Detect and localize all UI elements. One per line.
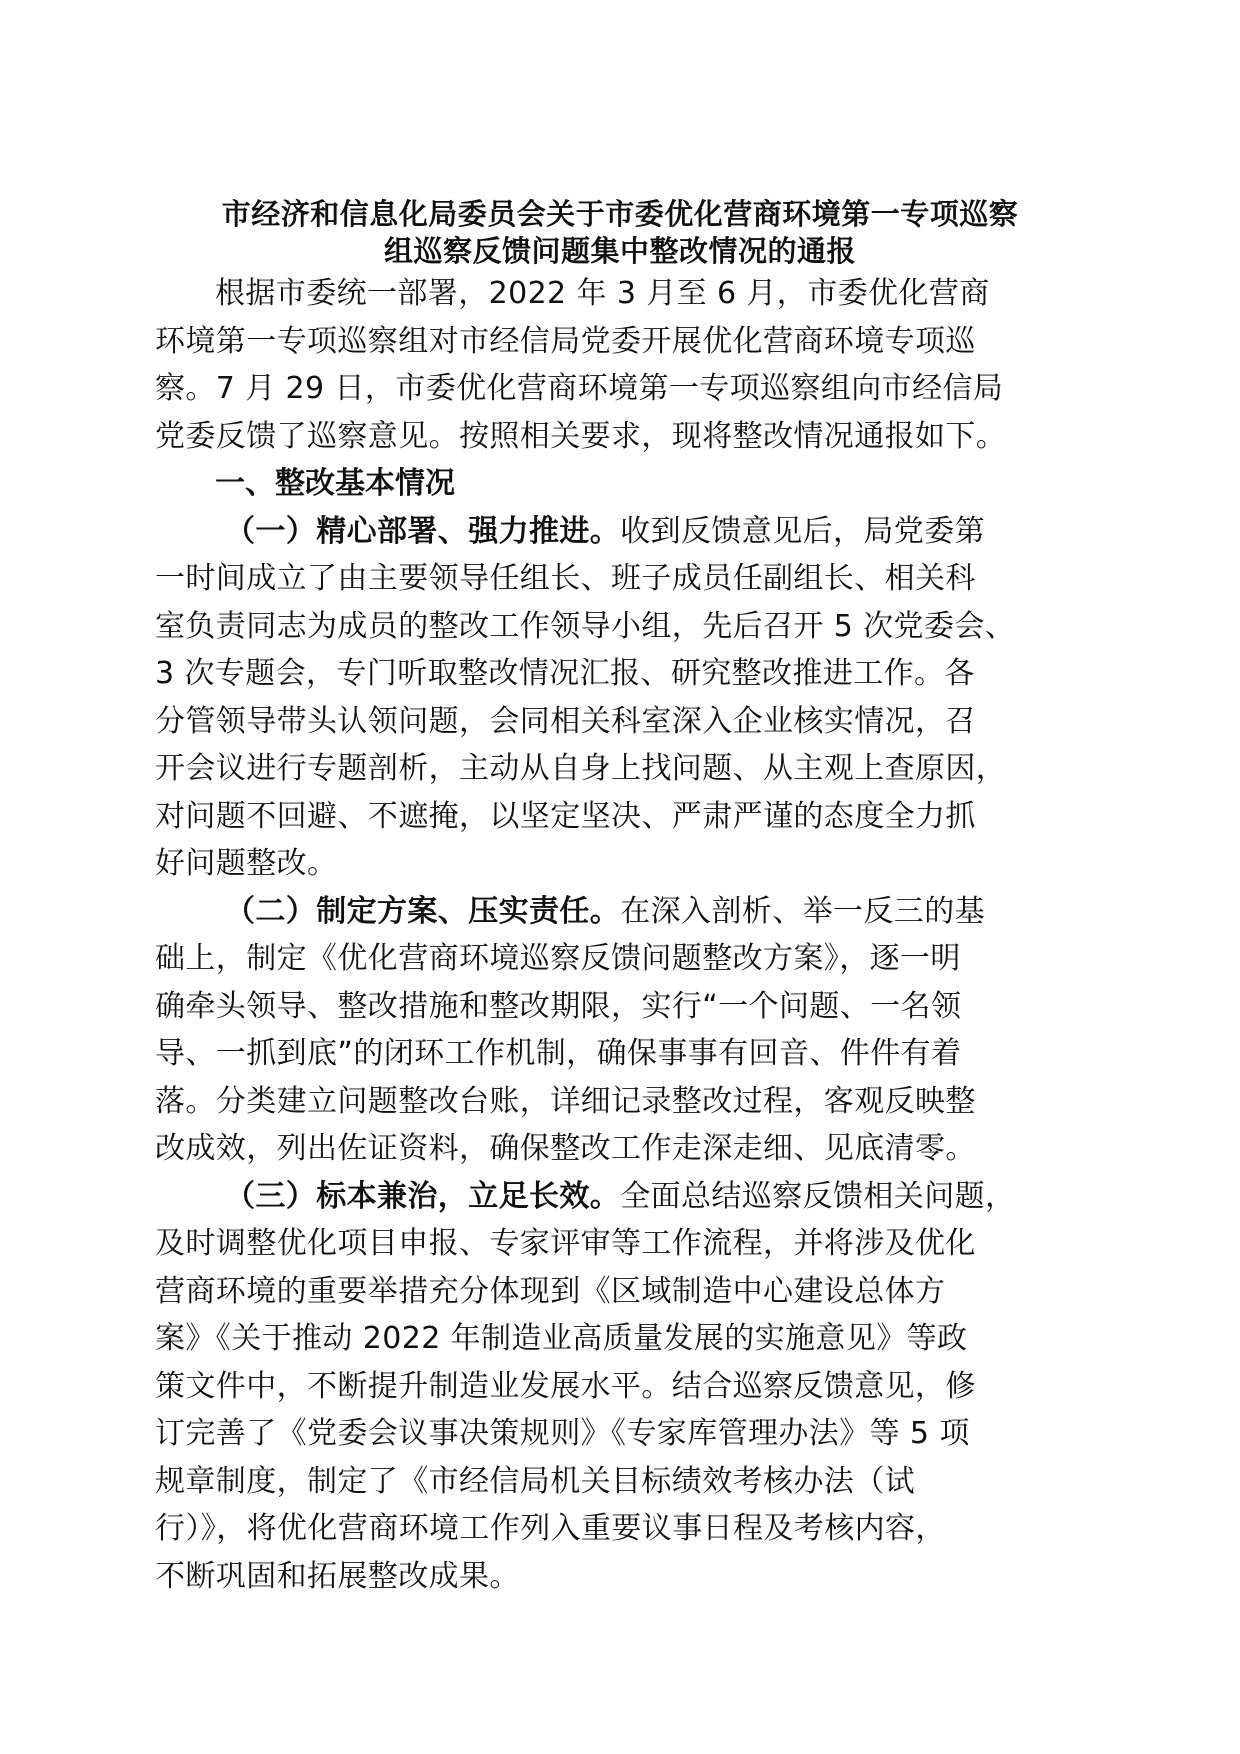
subsection-2-first-line	[155, 888, 1085, 936]
subsection-2	[155, 888, 1085, 1173]
subsection-1-line: 3 次专题会，专门听取整改情况汇报、研究整改推进工作。各	[155, 656, 975, 691]
subsection-1-line: 一时间成立了由主要领导任组长、班子成员任副组长、相关科	[155, 561, 976, 596]
subsection-3-line: 案》《关于推动 2022 年制造业高质量发展的实施意见》等政	[155, 1321, 968, 1356]
intro-paragraph	[155, 270, 1085, 460]
intro-line-1: 根据市委统一部署，2022 年 3 月至 6 月，市委优化营商	[215, 276, 990, 311]
document-title	[155, 196, 1085, 270]
subsection-1-line: 开会议进行专题剖析，主动从自身上找问题、从主观上查原因，	[155, 751, 1007, 786]
subsection-3-line: 不断巩固和拓展整改成果。	[155, 1558, 520, 1594]
title-line-2: 组巡察反馈问题集中整改情况的通报	[383, 234, 856, 268]
subsection-3-line: 及时调整优化项目申报、专家评审等工作流程，并将涉及优化	[155, 1226, 976, 1261]
subsection-1-line: 对问题不回避、不遮掩，以坚定坚决、严肃严谨的态度全力抓	[155, 798, 976, 834]
subsection-2-line: 改成效，列出佐证资料，确保整改工作走深走细、见底清零。	[155, 1131, 976, 1166]
subsection-1-first-rest: 收到反馈意见后，局党委第	[620, 513, 986, 549]
subsection-2-line: 确牵头领导、整改措施和整改期限，实行“一个问题、一名领	[155, 988, 962, 1024]
subsection-1	[155, 508, 1085, 888]
intro-line-4: 党委反馈了巡察意见。按照相关要求，现将整改情况通报如下。	[155, 418, 1007, 454]
subsection-2-lead: （二）制定方案、压实责任。	[225, 893, 621, 929]
subsection-1-line: 好问题整改。	[155, 846, 338, 881]
title-line-1: 市经济和信息化局委员会关于市委优化营商环境第一专项巡察	[221, 197, 1019, 231]
subsection-1-line: 分管领导带头认领问题，会同相关科室深入企业核实情况，召	[155, 703, 976, 739]
subsection-2-first-rest: 在深入剖析、举一反三的基	[620, 893, 986, 929]
subsection-3-first-line	[155, 1173, 1085, 1221]
subsection-3-lead: （三）标本兼治，立足长效。	[225, 1178, 621, 1214]
subsection-3-line: 规章制度，制定了《市经信局机关目标绩效考核办法（试	[155, 1463, 915, 1499]
subsection-1-line: 室负责同志为成员的整改工作领导小组，先后召开 5 次党委会、	[155, 608, 1016, 644]
subsection-3-line: 订完善了《党委会议事决策规则》《专家库管理办法》等 5 项	[155, 1416, 970, 1451]
subsection-2-line: 础上，制定《优化营商环境巡察反馈问题整改方案》，逐一明	[155, 941, 961, 976]
section-heading: 一、整改基本情况	[215, 466, 455, 501]
intro-line-2: 环境第一专项巡察组对市经信局党委开展优化营商环境专项巡	[155, 323, 976, 359]
subsection-1-lead: （一）精心部署、强力推进。	[225, 513, 621, 549]
subsection-3-line: 营商环境的重要举措充分体现到《区域制造中心建设总体方	[155, 1273, 946, 1309]
subsection-3	[155, 1173, 1085, 1601]
intro-line-3: 察。7 月 29 日，市委优化营商环境第一专项巡察组向市经信局	[155, 371, 1004, 406]
subsection-3-first-rest: 全面总结巡察反馈相关问题，	[620, 1178, 1016, 1214]
subsection-3-line: 行）》，将优化营商环境工作列入重要议事日程及考核内容，	[155, 1511, 946, 1546]
document-page	[155, 196, 1085, 1600]
subsection-2-line: 落。分类建立问题整改台账，详细记录整改过程，客观反映整	[155, 1083, 976, 1119]
subsection-3-line: 策文件中，不断提升制造业发展水平。结合巡察反馈意见，修	[155, 1368, 976, 1404]
subsection-2-line: 导、一抓到底”的闭环工作机制，确保事事有回音、件件有着	[155, 1036, 962, 1071]
subsection-1-first-line	[155, 508, 1085, 556]
